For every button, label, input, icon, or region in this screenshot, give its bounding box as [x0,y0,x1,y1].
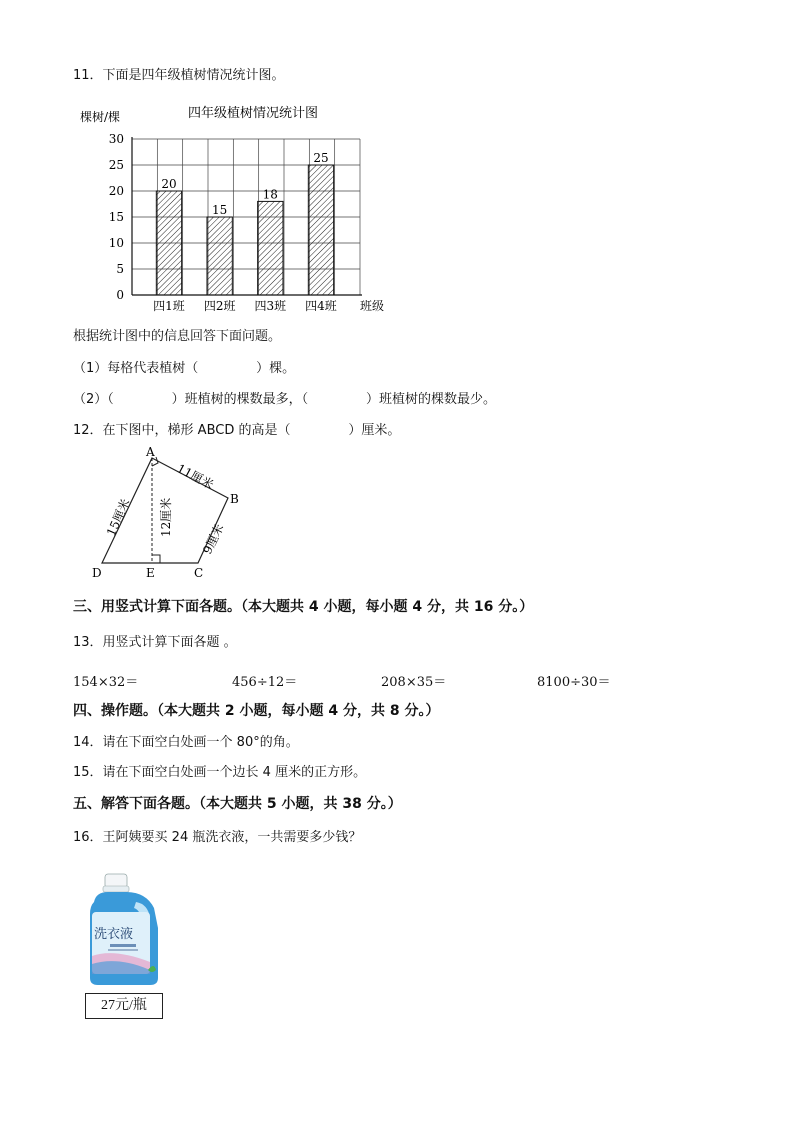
chart-ticks [109,132,124,302]
detergent-bottle-image [84,872,164,988]
label-bc: 9厘米 [200,521,227,557]
section5-heading: 五、解答下面各题。（本大题共 5 小题，共 38 分。） [73,796,402,812]
bar-3 [258,201,283,295]
y-tick-label: 20 [108,184,124,198]
label-ae: 12厘米 [159,497,173,537]
q15-prompt: 15．请在下面空白处画一个边长 4 厘米的正方形。 [73,765,367,780]
calc-2: 456÷12＝ [232,675,298,690]
q11-after: 根据统计图中的信息回答下面问题。 [73,329,282,344]
category-label: 四3班 [254,299,287,313]
x-axis-label: 班级 [360,299,385,313]
y-tick-label: 25 [108,158,124,172]
category-label: 四2班 [203,299,236,313]
y-tick-label: 5 [116,262,124,276]
q12-prompt: 12．在下图中，梯形 ABCD 的高是（ ）厘米。 [73,423,401,438]
category-label: 四1班 [153,299,185,313]
point-e: E [146,566,155,580]
point-a: A [146,445,155,459]
label-ab: 11厘米 [174,461,216,493]
bar-value-label: 20 [161,177,177,191]
q14-prompt: 14．请在下面空白处画一个 80°的角。 [73,735,299,750]
chart-title: 四年级植树情况统计图 [187,106,319,121]
price-tag: 27元/瓶 [85,993,163,1019]
section3-heading: 三、用竖式计算下面各题。（本大题共 4 小题，每小题 4 分，共 16 分。） [73,599,534,615]
y-tick-label: 15 [108,210,124,224]
y-axis-label: 棵树/棵 [80,110,121,124]
point-b: B [230,492,239,506]
calc-1: 154×32＝ [73,675,139,690]
y-tick-label: 10 [108,236,124,250]
category-label: 四4班 [305,299,337,313]
chart-categories [153,298,337,313]
y-tick-label: 0 [116,288,124,302]
q13-prompt: 13．用竖式计算下面各题 。 [73,635,237,650]
y-tick-label: 30 [108,132,124,146]
q11-prompt: 11．下面是四年级植树情况统计图。 [73,68,285,83]
point-c: C [194,566,204,580]
bar-value-label: 18 [262,187,278,202]
bottle-label-text: 洗衣液 [94,927,134,942]
bar-chart [70,100,400,320]
bar-value-label: 15 [212,203,228,217]
calc-4: 8100÷30＝ [537,675,611,690]
bar-value-label: 25 [313,151,329,165]
bar-1 [156,191,181,295]
q11-sub1: （1）每格代表植树（ ）棵。 [73,361,296,376]
label-ad: 15厘米 [103,496,133,539]
section4-heading: 四、操作题。（本大题共 2 小题，每小题 4 分，共 8 分。） [73,703,440,719]
bar-4 [308,165,333,295]
calc-3: 208×35＝ [381,675,447,690]
bar-2 [207,217,232,295]
q11-sub2: （2）（ ）班植树的棵数最多，（ ）班植树的棵数最少。 [73,392,496,407]
right-angle-mark-e [152,555,160,563]
q16-prompt: 16．王阿姨要买 24 瓶洗衣液，一共需要多少钱？ [73,830,362,845]
point-d: D [92,566,102,580]
trapezoid-diagram [80,445,250,580]
